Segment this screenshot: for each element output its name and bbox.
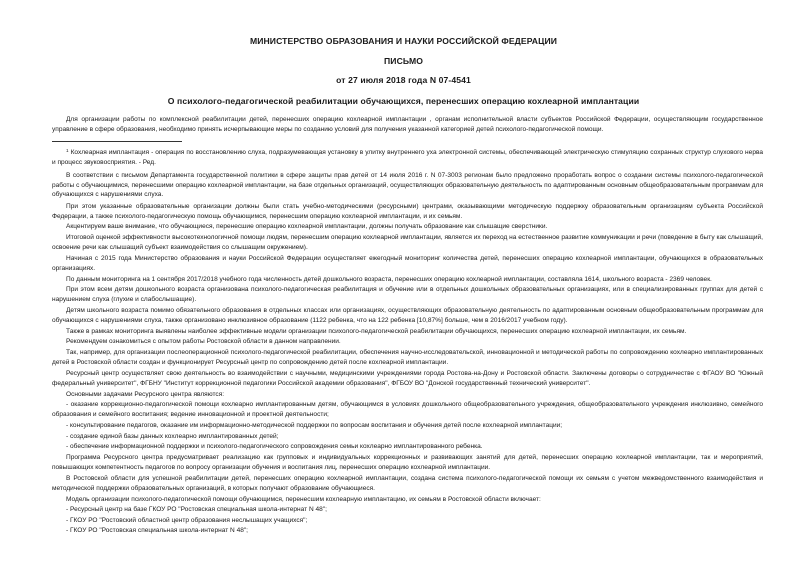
footnote-text: Кохлеарная имплантация - операция по восстановлению слуха, подразумевающая установку в улитку внутреннего уха электронной системы, обеспечивающей электрическую стимуляцию сохранных структур слухового нерва и процесс звуковосприятия. - Ред.	[52, 149, 764, 166]
list-item: - создание единой базы данных кохлеарно имплантированных детей;	[66, 433, 279, 440]
paragraph: Итоговой оценкой эффективности высокотехнологичной помощи людям, перенесшим операцию кохлеарной имплантации, является их переход на естественное развитие коммуникации и речи (поведение в быту как слышащий, освоение речи как слышащий субъект взаимодействия со слышащим окружением).	[52, 234, 763, 251]
document-type: ПИСЬМО	[384, 56, 423, 66]
paragraph: Так, например, для организации послеоперационной психолого-педагогической реабилитации, обеспечения научно-исследовательской, инновационной и методической работы по сопровождению кохлеарно имплантированных детей в Ростовской области создан и функционирует Ресурсный центр по сопровождению детей после кохлеарной имплантации.	[52, 349, 763, 366]
paragraph: Начиная с 2015 года Министерство образования и науки Российской Федерации осуществляет ежегодный мониторинг количества детей, перенесших операцию кохлеарной имплантации, обучающихся в образовательных организациях.	[52, 255, 763, 272]
paragraph: Также в рамках мониторинга выявлены наиболее эффективные модели организации психолого-педагогической реабилитации обучающихся, перенесших операцию кохлеарной имплантации, их семьям.	[66, 328, 687, 335]
ministry-heading: МИНИСТЕРСТВО ОБРАЗОВАНИЯ И НАУКИ РОССИЙСКОЙ ФЕДЕРАЦИИ	[249, 36, 558, 46]
paragraph: В соответствии с письмом Департамента государственной политики в сфере защиты прав детей от 14 июля 2016 г. N 07-3003 регионам было предложено проработать вопрос о создании системы психолого-педагогической работы с обучающимися, перенесшими операцию кохлеарной имплантации, на базе отдельных организаций, осуществляющих образовательную деятельность по адаптированным основным общеобразовательным программам для обучающихся с нарушениями слуха.	[52, 172, 763, 199]
footnote	[52, 146, 763, 167]
paragraph: Модель организации психолого-педагогической помощи обучающимся, перенесшим кохлеарную имплантацию, их семьям в Ростовской области включает:	[66, 496, 541, 503]
document-subject: О психолого-педагогической реабилитации обучающихся, перенесших операцию кохлеарной имплантации	[167, 96, 640, 106]
list-item: - Ресурсный центр на базе ГКОУ РО "Ростовская специальная школа-интернат N 48";	[66, 506, 327, 513]
paragraph: По данным мониторинга на 1 сентября 2017/2018 учебного года численность детей дошкольного возраста, перенесших операцию кохлеарной имплантации, составляла 1614, школьного возраста - 2369 человек.	[66, 276, 712, 283]
paragraph-intro: Для организации работы по комплексной реабилитации детей, перенесших операцию кохлеарной имплантации , органам исполнительной власти субъектов Российской Федерации, осуществляющим государственное управление в сфере образования, необходимо принять исчерпывающие меры по созданию условий для получения указанной категорией детей психолого-педагогической помощи.	[52, 116, 763, 133]
paragraph: Программа Ресурсного центра предусматривает реализацию как групповых и индивидуальных коррекционных и развивающих занятий для детей, перенесших операцию кохлеарной имплантации, так и мероприятий, повышающих компетентность педагогов по вопросу организации обучения и воспитания лиц, перенесших операцию кохлеарной имплантации.	[52, 454, 763, 471]
list-item: - оказание коррекционно-педагогической помощи кохлеарно имплантированным детям, обучающимся в условиях дошкольного общеобразовательного учреждения, общеобразовательного учреждения инклюзивно, семейного образования и семейного воспитания; ведение инновационной и проектной деятельности;	[52, 401, 763, 418]
paragraph: Ресурсный центр осуществляет свою деятельность во взаимодействии с научными, медицинскими учреждениями города Ростова-на-Дону и Ростовской области. Заключены договоры о сотрудничестве с ФГАОУ ВО "Южный федеральный университет", ФГБНУ "Институт коррекционной педагогики Российской академии образования", ФГБОУ ВО "Донской государственный технический университет".	[52, 370, 763, 387]
footnote-divider	[52, 141, 182, 142]
paragraph: Акцентируем ваше внимание, что обучающиеся, перенесшие операцию кохлеарной имплантации, должны получать образование как слышащие сверстники.	[66, 223, 548, 230]
paragraph: Рекомендуем ознакомиться с опытом работы Ростовской области в данном направлении.	[66, 338, 341, 345]
document-date-number: от 27 июля 2018 года N 07-4541	[336, 75, 471, 85]
list-item: - ГКОУ РО "Ростовская специальная школа-интернат N 48";	[66, 527, 248, 534]
paragraph: При этом указанные образовательные организации должны были стать учебно-методическими (ресурсными) центрами, оказывающими методическую поддержку образовательным организациям субъекта Российской Федерации, а также психолого-педагогическую помощь обучающимся, перенесшим операцию кохлеарной имплантации, и их семьям.	[52, 203, 763, 220]
paragraph: При этом всем детям дошкольного возраста организована психолого-педагогическая реабилитация и обучение или в отдельных дошкольных образовательных организациях, или в специализированных группах для детей с нарушением слуха (глухие и слабослышащие).	[52, 286, 763, 303]
footnote-marker: 1	[66, 148, 69, 153]
paragraph: Детям школьного возраста помимо обязательного образования в отдельных классах или организациях, осуществляющих образовательную деятельность по адаптированным основным общеобразовательным программам для обучающихся с нарушениями слуха, также организовано инклюзивное образование (1122 ребенка, что на 122 ребенка [10,87%] больше, чем в 2016/2017 учебном году).	[52, 307, 763, 324]
list-item: - ГКОУ РО "Ростовский областной центр образования неслышащих учащихся";	[66, 517, 308, 524]
paragraph: В Ростовской области для успешной реабилитации детей, перенесших операцию кохлеарной имплантации, создана система психолого-педагогической помощи их семьям с учетом межведомственного взаимодействия и методической поддержки образовательных организаций, в которых получают образование обучающиеся.	[52, 475, 763, 492]
list-item: - консультирование педагогов, оказание им информационно-методической поддержки по вопросам воспитания и обучения детей после кохлеарной имплантации;	[66, 422, 563, 429]
paragraph: Основными задачами Ресурсного центра являются:	[66, 391, 225, 398]
list-item: - обеспечение информационной поддержки и психолого-педагогического сопровождения семьи кохлеарно имплантированного ребенка.	[66, 443, 483, 450]
